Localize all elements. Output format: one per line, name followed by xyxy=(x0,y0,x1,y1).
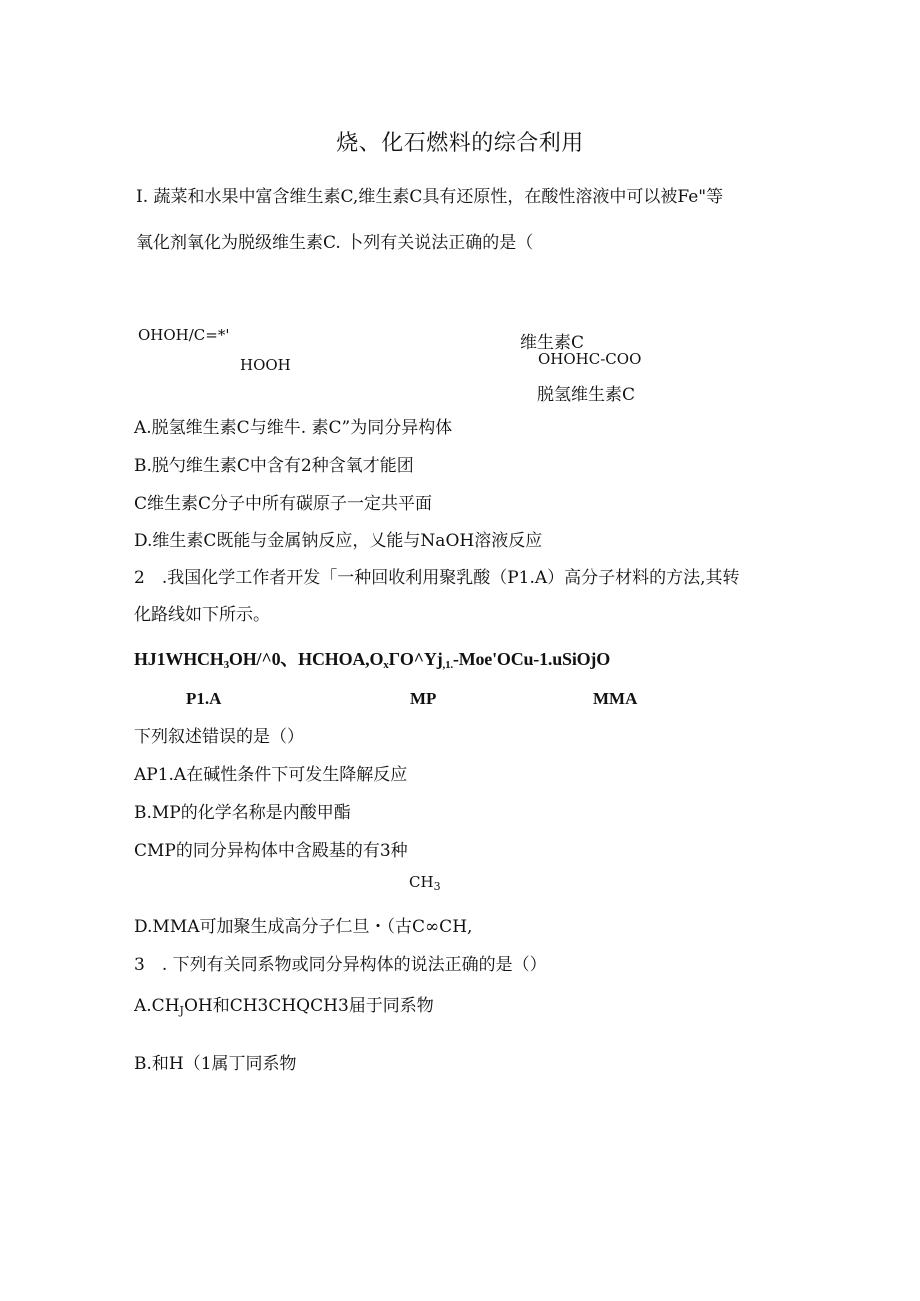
q2-option-a: AP1.A在碱性条件下可发生降解反应 xyxy=(134,765,408,785)
q1-structure-right-product: 脱氢维生素C xyxy=(537,385,636,405)
q2-line1: 2 .我国化学工作者开发「一种回收利用聚乳酸（P1.A）高分子材料的方法,其转 xyxy=(134,568,740,588)
q1-option-b: B.脱勺维生素C中含有2种含氧才能团 xyxy=(134,456,414,476)
q2-label-mma: MMA xyxy=(593,689,638,708)
q3-stem: 3 . 下列有关同系物或同分异构体的说法正确的是（） xyxy=(134,955,547,975)
q3-option-a-post: OH和CH3CHQCH3届于同系物 xyxy=(183,996,434,1016)
formula-part-b: OH/^0、HCHOA,O xyxy=(228,649,384,669)
q1-structure-left-top: OHOH/C=*' xyxy=(138,326,230,344)
q2-label-mp: MP xyxy=(410,689,437,708)
formula-sub-1: ,1. xyxy=(442,659,453,671)
q2-option-c: CMP的同分异构体中含殿基的有3种 xyxy=(134,841,408,861)
formula-sub-x: x xyxy=(383,659,389,671)
q3-option-a xyxy=(134,991,434,1017)
formula-part-a: HJ1WHCH xyxy=(134,649,224,669)
q3-option-a-pre: A.CH xyxy=(134,996,180,1016)
ch3-prefix: CH xyxy=(409,873,434,891)
formula-part-c: ΓO^Yj xyxy=(388,649,443,669)
formula-sub-3: 3 xyxy=(223,659,229,671)
ch3-sub: 3 xyxy=(433,880,441,893)
q2-option-d: D.MMA可加聚生成高分子仁旦・（古C∞CH, xyxy=(134,917,473,937)
q3-option-a-sub: J xyxy=(179,1004,184,1017)
q3-option-b: B.和H（1属丁同系物 xyxy=(134,1054,297,1074)
q2-ch3-label xyxy=(409,873,441,893)
formula-part-d: -Moe'OCu-1.uSiOjO xyxy=(452,649,611,669)
q1-line2: 氧化剂氧化为脱级维生素C. 卜列有关说法正确的是（ xyxy=(136,233,534,253)
q1-structure-right-name: 维生素C xyxy=(520,333,585,353)
q2-label-pla: P1.A xyxy=(186,689,222,708)
q1-line1: I. 蔬菜和水果中富含维生素C,维生素C具有还原性，在酸性溶液中可以被Fe"等 xyxy=(136,187,724,207)
q2-option-b: B.MP的化学名称是内酸甲酯 xyxy=(134,803,351,823)
q2-stem: 下列叙述错误的是（） xyxy=(134,727,304,747)
q1-option-d: D.维生素C既能与金属钠反应，乂能与NaOH溶液反应 xyxy=(134,531,543,551)
q1-structure-right-formula: OHOHC-COO xyxy=(538,350,642,368)
page-title: 烧、化石燃料的综合利用 xyxy=(336,131,584,156)
q1-option-a: A.脱氢维生素C与维牛. 素C”为同分异构体 xyxy=(134,418,453,438)
q1-structure-left-bottom: HOOH xyxy=(240,356,291,374)
q2-line2: 化路线如下所示。 xyxy=(134,605,270,625)
q1-option-c: C维生素C分子中所有碳原子一定共平面 xyxy=(134,494,433,514)
q2-conversion-formula xyxy=(134,645,610,671)
